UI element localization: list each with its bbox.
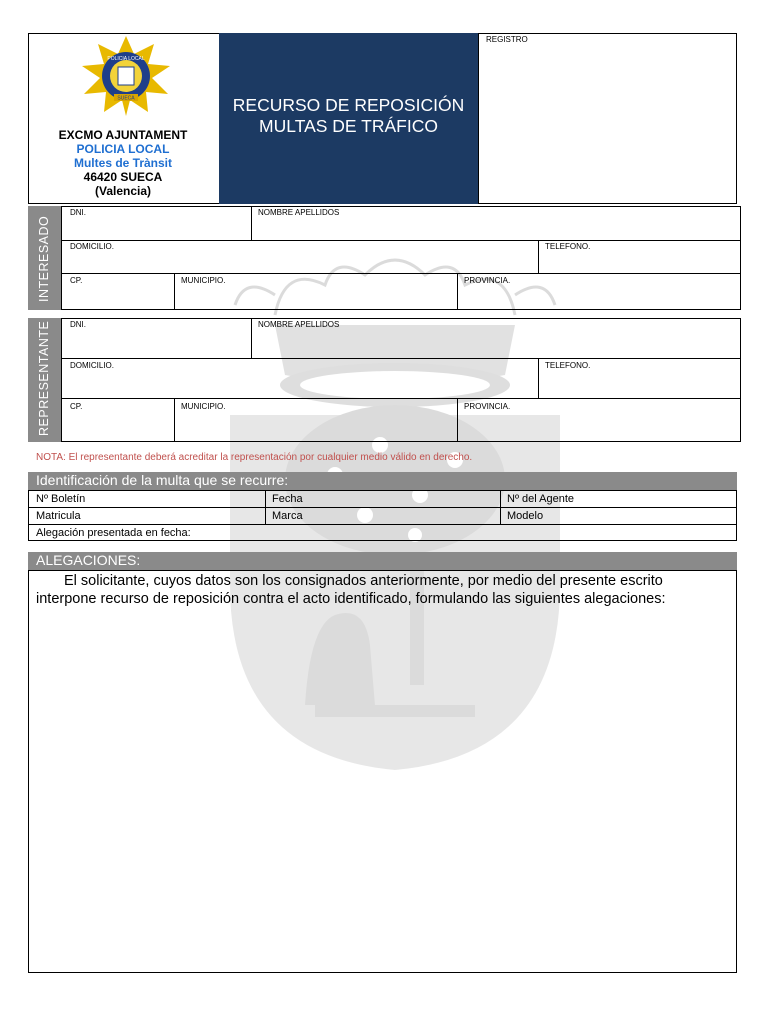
boletin-field[interactable]: Nº Boletín <box>36 493 86 505</box>
representante-col-divider-1 <box>251 318 252 358</box>
badge-top-text: POLICIA LOCAL <box>107 56 145 62</box>
alegaciones-section-title: ALEGACIONES: <box>36 552 141 568</box>
alegaciones-intro <box>36 572 736 608</box>
org-postcode-city: 46420 SUECA <box>83 170 163 184</box>
multa-row-divider-1 <box>28 507 737 508</box>
interesado-side-label: INTERESADO <box>37 215 51 302</box>
marca-field[interactable]: Marca <box>272 510 303 522</box>
representante-row-divider-1 <box>61 358 741 359</box>
representante-domicilio-field[interactable]: DOMICILIO. <box>70 361 115 370</box>
badge-bottom-text: SUECA <box>117 95 135 102</box>
matricula-field[interactable]: Matricula <box>36 510 81 522</box>
interesado-col-divider-4 <box>457 273 458 310</box>
interesado-row-divider-1 <box>61 240 741 241</box>
representante-cp-field[interactable]: CP. <box>70 402 83 411</box>
fecha-field[interactable]: Fecha <box>272 493 303 505</box>
alegaciones-textarea[interactable] <box>28 570 737 973</box>
representante-side-label: REPRESENTANTE <box>37 320 51 436</box>
representante-note: NOTA: El representante deberá acreditar la representación por cualquier medio válido en derecho. <box>36 452 473 463</box>
interesado-sideband <box>28 206 61 310</box>
alegaciones-section-header <box>28 552 737 570</box>
alegacion-fecha-field[interactable]: Alegación presentada en fecha: <box>36 527 191 539</box>
interesado-col-divider-3 <box>174 273 175 310</box>
registro-label: REGISTRO <box>486 35 528 44</box>
multa-row-divider-2 <box>28 524 737 525</box>
representante-dni-field[interactable]: DNI. <box>70 320 86 329</box>
interesado-domicilio-field[interactable]: DOMICILIO. <box>70 242 115 251</box>
representante-col-divider-4 <box>457 398 458 442</box>
interesado-provincia-field[interactable]: PROVINCIA. <box>464 276 511 285</box>
org-name: EXCMO AJUNTAMENT <box>58 128 188 142</box>
multa-section-title: Identificación de la multa que se recurre: <box>36 472 289 488</box>
registro-box <box>478 33 737 204</box>
interesado-row-divider-2 <box>61 273 741 274</box>
multa-col-divider-2 <box>500 490 501 524</box>
representante-sideband <box>28 318 61 442</box>
representante-municipio-field[interactable]: MUNICIPIO. <box>181 402 226 411</box>
interesado-table <box>61 206 741 310</box>
agente-field[interactable]: Nº del Agente <box>507 493 575 505</box>
title-panel <box>219 33 478 204</box>
representante-col-divider-3 <box>174 398 175 442</box>
multa-col-divider-1 <box>265 490 266 524</box>
representante-nombre-field[interactable]: NOMBRE APELLIDOS <box>258 320 340 329</box>
alegaciones-text-line2: interpone recurso de reposición contra el acto identificado, formulando las siguientes alegaciones: <box>36 591 666 607</box>
interesado-telefono-field[interactable]: TELEFONO. <box>545 242 591 251</box>
representante-col-divider-2 <box>538 358 539 398</box>
org-region: (Valencia) <box>94 184 152 198</box>
interesado-cp-field[interactable]: CP. <box>70 276 83 285</box>
interesado-col-divider-1 <box>251 206 252 240</box>
representante-telefono-field[interactable]: TELEFONO. <box>545 361 591 370</box>
document-title-line2: MULTAS DE TRÁFICO <box>259 116 438 136</box>
interesado-dni-field[interactable]: DNI. <box>70 208 86 217</box>
modelo-field[interactable]: Modelo <box>507 510 544 522</box>
representante-provincia-field[interactable]: PROVINCIA. <box>464 402 511 411</box>
alegaciones-text-line1: El solicitante, cuyos datos son los consignados anteriormente, por medio del presente escrito <box>64 573 663 589</box>
document-title-line1: RECURSO DE REPOSICIÓN <box>232 95 465 115</box>
representante-table <box>61 318 741 442</box>
org-police: POLICIA LOCAL <box>76 142 170 156</box>
police-badge-logo <box>78 36 174 116</box>
interesado-municipio-field[interactable]: MUNICIPIO. <box>181 276 226 285</box>
representante-row-divider-2 <box>61 398 741 399</box>
interesado-col-divider-2 <box>538 240 539 273</box>
multa-section-header <box>28 472 737 490</box>
interesado-nombre-field[interactable]: NOMBRE APELLIDOS <box>258 208 340 217</box>
org-department: Multes de Trànsit <box>73 156 173 170</box>
